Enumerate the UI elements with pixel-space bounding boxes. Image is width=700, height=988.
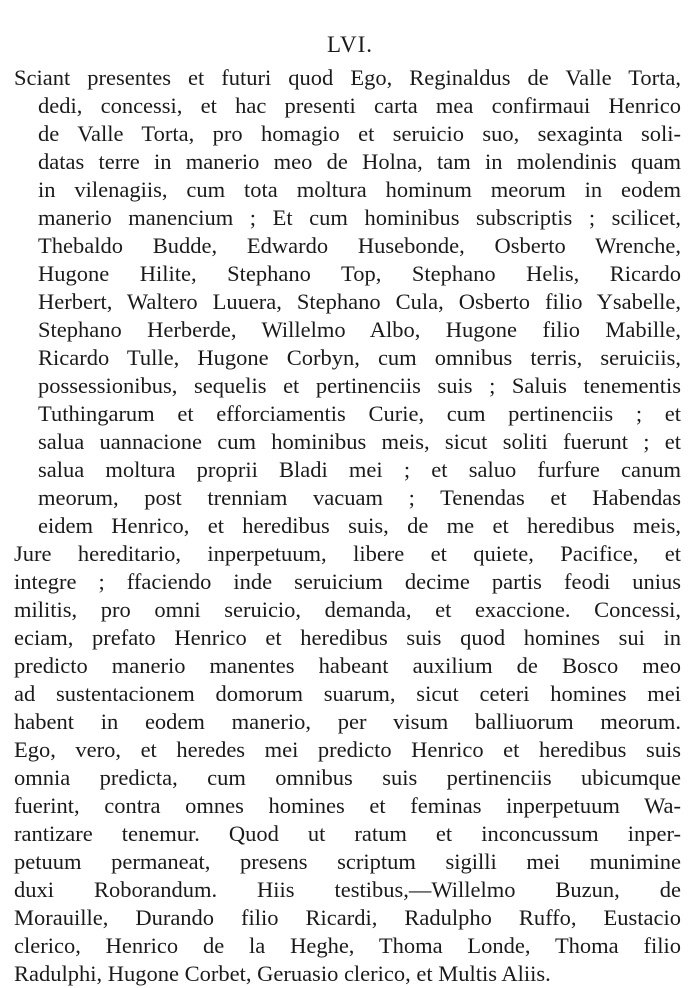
text-line: eciam, prefato Henrico et heredibus suis quod homines sui in	[14, 625, 681, 650]
text-line: predicto manerio manentes habeant auxilium de Bosco meo	[14, 653, 681, 678]
text-line: Ricardo Tulle, Hugone Corbyn, cum omnibus terris, seruiciis,	[38, 345, 681, 370]
text-line: Ego, vero, et heredes mei predicto Henrico et heredibus suis	[14, 737, 681, 762]
text-line: integre ; ffaciendo inde seruicium decime partis feodi unius	[14, 569, 681, 594]
text-line: Morauille, Durando filio Ricardi, Radulpho Ruffo, Eustacio	[14, 905, 681, 930]
text-line: Tuthingarum et efforciamentis Curie, cum pertinenciis ; et	[38, 401, 681, 426]
text-line: clerico, Henrico de la Heghe, Thoma Londe, Thoma filio	[14, 933, 681, 958]
text-line: salua moltura proprii Bladi mei ; et saluo furfure canum	[38, 457, 681, 482]
text-line: salua uannacione cum hominibus meis, sicut soliti fuerunt ; et	[38, 429, 681, 454]
text-line: Stephano Herberde, Willelmo Albo, Hugone filio Mabille,	[38, 317, 681, 342]
text-line: habent in eodem manerio, per visum balliuorum meorum.	[14, 709, 681, 734]
text-line: meorum, post trenniam vacuam ; Tenendas et Habendas	[38, 485, 681, 510]
text-line: datas terre in manerio meo de Holna, tam in molendinis quam	[38, 149, 681, 174]
text-line: Thebaldo Budde, Edwardo Husebonde, Osberto Wrenche,	[38, 233, 681, 258]
text-line: Jure hereditario, inperpetuum, libere et quiete, Pacifice, et	[14, 541, 681, 566]
text-line: omnia predicta, cum omnibus suis pertinenciis ubicumque	[14, 765, 681, 790]
text-line: possessionibus, sequelis et pertinenciis suis ; Saluis tenementis	[38, 373, 681, 398]
text-line: militis, pro omni seruicio, demanda, et exaccione. Concessi,	[14, 597, 681, 622]
text-line: Herbert, Waltero Luuera, Stephano Cula, Osberto filio Ysabelle,	[38, 289, 681, 314]
text-line: Sciant presentes et futuri quod Ego, Reginaldus de Valle Torta,	[14, 65, 681, 90]
text-line: dedi, concessi, et hac presenti carta mea confirmaui Henrico	[38, 93, 681, 118]
text-line: rantizare tenemur. Quod ut ratum et inconcussum inper-	[14, 821, 681, 846]
text-line: petuum permaneat, presens scriptum sigilli mei munimine	[14, 849, 681, 874]
text-line: manerio manencium ; Et cum hominibus subscriptis ; scilicet,	[38, 205, 681, 230]
text-line: de Valle Torta, pro homagio et seruicio suo, sexaginta soli-	[38, 121, 681, 146]
text-line: fuerint, contra omnes homines et feminas inperpetuum Wa-	[14, 793, 681, 818]
text-line: Hugone Hilite, Stephano Top, Stephano Helis, Ricardo	[38, 261, 681, 286]
text-line: eidem Henrico, et heredibus suis, de me et heredibus meis,	[38, 513, 681, 538]
text-line: ad sustentacionem domorum suarum, sicut ceteri homines mei	[14, 681, 681, 706]
charter-number-heading: LVI.	[327, 32, 373, 57]
text-line: in vilenagiis, cum tota moltura hominum meorum in eodem	[38, 177, 681, 202]
text-line: duxi Roborandum. Hiis testibus,—Willelmo Buzun, de	[14, 877, 681, 902]
text-line: Radulphi, Hugone Corbet, Geruasio clerico, et Multis Aliis.	[14, 961, 551, 986]
